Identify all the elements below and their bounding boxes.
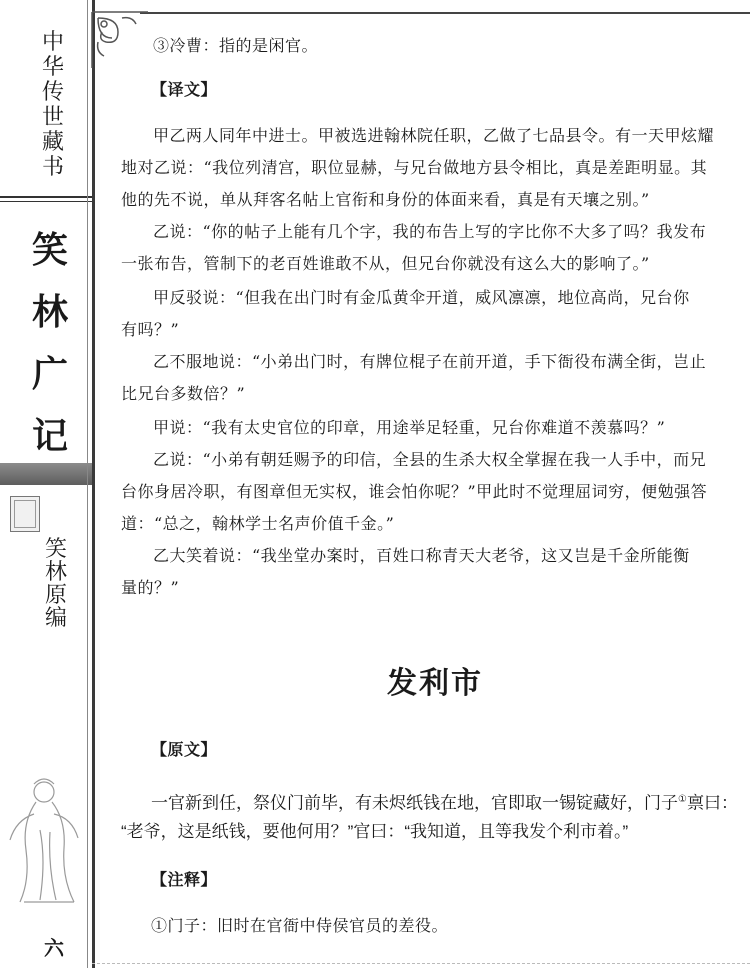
section-title: 发利市 (387, 666, 483, 701)
paragraph-line: 乙说：“你的帖子上能有几个字，我的布告上写的字比你不大多了吗？我发布 (153, 222, 707, 241)
note-line: ③冷曹：指的是闲官。 (153, 36, 319, 55)
top-border (140, 12, 750, 14)
paragraph-line: 乙大笑着说：“我坐堂办案时，百姓口称青天大老爷，这又岂是千金所能衡 (153, 546, 690, 565)
paragraph-line: 地对乙说：“我位列清宫，职位显赫，与兄台做地方县令相比，真是差距明显。其 (121, 158, 708, 177)
paragraph-line: 道：“总之，翰林学士名声价值千金。” (121, 514, 395, 533)
page-number: 六 (44, 936, 64, 960)
paragraph-line: 一张布告，管制下的老百姓谁敢不从，但兄台你就没有这么大的影响了。” (121, 254, 650, 273)
paragraph-line: 乙不服地说：“小弟出门时，有牌位棍子在前开道，手下衙役布满全街，岂止 (153, 352, 707, 371)
sidebar-divider (0, 201, 92, 202)
original-text-line (151, 790, 738, 814)
paragraph-line: 有吗？” (121, 320, 180, 339)
seal-logo (10, 496, 40, 532)
note-line: ①门子：旧时在官衙中侍侯官员的差役。 (151, 916, 449, 935)
paragraph-line: 比兄台多数倍？” (121, 384, 246, 403)
corner-ornament (82, 2, 152, 72)
bottom-border (92, 963, 750, 964)
series-title: 中 华 传 世 藏 书 (42, 30, 65, 180)
notes-heading: 【注释】 (151, 870, 218, 889)
book-title: 笑 林 广 记 (31, 230, 68, 457)
paragraph-line: 台你身居冷职，有图章但无实权，谁会怕你呢？”甲此时不觉理屈词穷，便勉强答 (121, 482, 708, 501)
original-text-part: 禀曰： (686, 793, 738, 813)
translation-heading: 【译文】 (151, 80, 218, 99)
paragraph-line: 他的先不说，单从拜客名帖上官衔和身份的体面来看，真是有天壤之别。” (121, 190, 650, 209)
footnote-marker: ① (678, 794, 687, 805)
paragraph-line: 甲反驳说：“但我在出门时有金瓜黄伞开道，威风凛凛，地位高尚，兄台你 (153, 288, 690, 307)
sub-title: 笑 林 原 编 (44, 537, 67, 631)
sidebar-band (0, 463, 92, 485)
scholar-figure-illustration (4, 770, 86, 910)
paragraph-line: 甲说：“我有太史官位的印章，用途举足轻重，兄台你难道不羡慕吗？” (153, 418, 666, 437)
original-heading: 【原文】 (151, 740, 218, 759)
sidebar (0, 0, 95, 968)
sidebar-divider (0, 196, 92, 198)
paragraph-line: 甲乙两人同年中进士。甲被选进翰林院任职，乙做了七品县令。有一天甲炫耀 (153, 126, 715, 145)
original-text-line: “老爷，这是纸钱，要他何用？”官曰：“我知道，且等我发个利市着。” (121, 822, 629, 841)
paragraph-line: 量的？” (121, 578, 180, 597)
original-text-part: 一官新到任，祭仪门前毕，有未烬纸钱在地，官即取一锡锭藏好，门子 (151, 793, 678, 813)
paragraph-line: 乙说：“小弟有朝廷赐予的印信，全县的生杀大权全掌握在我一人手中，而兄 (153, 450, 707, 469)
